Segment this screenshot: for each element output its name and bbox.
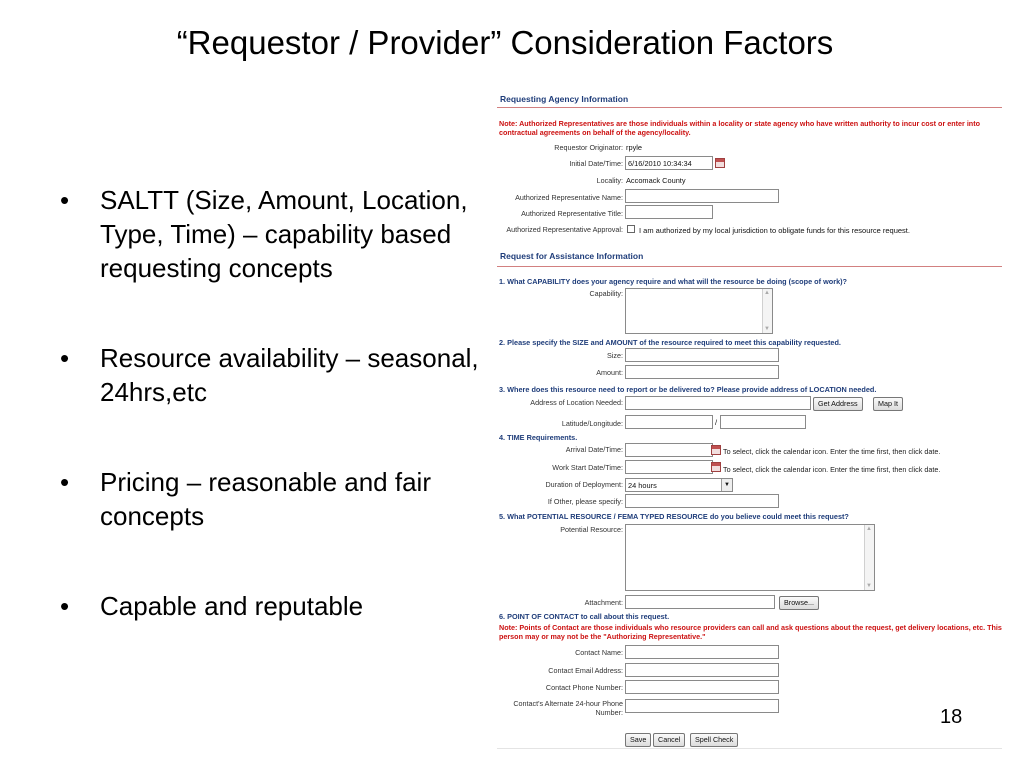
latlong-separator: / <box>715 418 718 427</box>
question-time: 4. TIME Requirements. <box>499 433 578 442</box>
other-label: If Other, please specify: <box>547 497 623 506</box>
save-button[interactable]: Save <box>625 733 651 747</box>
question-location: 3. Where does this resource need to report or be delivered to? Please provide address of LOCATION needed. <box>499 385 877 394</box>
size-label: Size: <box>607 351 623 360</box>
duration-select[interactable] <box>625 478 733 492</box>
work-start-hint: To select, click the calendar icon. Enter the time first, then click date. <box>723 465 941 474</box>
arrival-hint: To select, click the calendar icon. Enter the time first, then click date. <box>723 447 941 456</box>
address-input[interactable] <box>625 396 811 410</box>
bullet-item: • SALTT (Size, Amount, Location, Type, Time) – capability based requesting concepts <box>58 183 488 285</box>
resource-request-form <box>493 88 1010 755</box>
rep-title-input[interactable] <box>625 205 713 219</box>
bullet-item: • Resource availability – seasonal, 24hrs,etc <box>58 341 488 409</box>
rep-approval-checkbox[interactable] <box>627 225 635 233</box>
work-start-input[interactable] <box>625 460 713 474</box>
browse-button[interactable]: Browse... <box>779 596 819 610</box>
calendar-icon[interactable] <box>715 158 725 168</box>
contact-phone-input[interactable] <box>625 680 779 694</box>
question-size-amount: 2. Please specify the SIZE and AMOUNT of the resource required to meet this capability requested. <box>499 338 841 347</box>
scrollbar[interactable] <box>864 525 874 590</box>
question-point-of-contact: 6. POINT OF CONTACT to call about this request. <box>499 612 670 621</box>
amount-input[interactable] <box>625 365 779 379</box>
contact-name-label: Contact Name: <box>575 648 623 657</box>
contact-note: Note: Points of Contact are those individuals who resource providers can call and ask questions about the request, get delivery locations, etc. This person may or may not be the "Authorizing Representative." <box>499 623 1002 641</box>
rep-name-label: Authorized Representative Name: <box>515 193 623 202</box>
arrival-label: Arrival Date/Time: <box>565 445 623 454</box>
scrollbar[interactable] <box>762 289 772 333</box>
spell-check-button[interactable]: Spell Check <box>690 733 738 747</box>
other-input[interactable] <box>625 494 779 508</box>
capability-textarea[interactable] <box>625 288 773 334</box>
slide-title: “Requestor / Provider” Consideration Factors <box>176 24 834 61</box>
calendar-icon[interactable] <box>711 462 721 472</box>
contact-alt-phone-input[interactable] <box>625 699 779 713</box>
footer-divider <box>497 748 1002 749</box>
question-capability: 1. What CAPABILITY does your agency require and what will the resource be doing (scope of work)? <box>499 277 848 286</box>
longitude-input[interactable] <box>720 415 806 429</box>
map-it-button[interactable]: Map It <box>873 397 903 411</box>
rep-name-input[interactable] <box>625 189 779 203</box>
question-potential-resource: 5. What POTENTIAL RESOURCE / FEMA TYPED RESOURCE do you believe could meet this request? <box>499 512 849 521</box>
latlong-label: Latitude/Longitude: <box>561 419 623 428</box>
amount-label: Amount: <box>596 368 623 377</box>
rep-title-label: Authorized Representative Title: <box>521 209 623 218</box>
address-label: Address of Location Needed: <box>530 398 623 407</box>
locality-value: Accomack County <box>626 176 686 185</box>
cancel-button[interactable]: Cancel <box>653 733 685 747</box>
contact-email-input[interactable] <box>625 663 779 677</box>
bullet-list <box>58 183 488 623</box>
duration-value: 24 hours <box>628 481 657 490</box>
potential-resource-textarea[interactable] <box>625 524 875 591</box>
potential-resource-label: Potential Resource: <box>560 525 623 534</box>
contact-name-input[interactable] <box>625 645 779 659</box>
rep-approval-label: Authorized Representative Approval: <box>506 225 623 234</box>
bullet-item: • Capable and reputable <box>58 589 488 623</box>
attachment-input[interactable] <box>625 595 775 609</box>
calendar-icon[interactable] <box>711 445 721 455</box>
rep-approval-text: I am authorized by my local jurisdiction to obligate funds for this resource request. <box>639 226 910 235</box>
contact-email-label: Contact Email Address: <box>548 666 623 675</box>
agency-section-heading: Requesting Agency Information <box>500 94 629 104</box>
contact-alt-phone-label: Contact's Alternate 24-hour Phone Number: <box>513 699 623 717</box>
initial-date-input[interactable]: 6/16/2010 10:34:34 <box>625 156 713 170</box>
originator-label: Requestor Originator: <box>554 143 623 152</box>
attachment-label: Attachment: <box>584 598 623 607</box>
bullet-item: • Pricing – reasonable and fair concepts <box>58 465 488 533</box>
section-divider <box>497 107 1002 108</box>
chevron-down-icon[interactable]: ▼ <box>721 479 732 491</box>
capability-label: Capability: <box>589 289 623 298</box>
authorized-rep-note: Note: Authorized Representatives are those individuals within a locality or state agency who have written authority to incur cost or enter into contractual agreements on behalf of the agency/locality. <box>499 119 980 137</box>
page-number: 18 <box>940 706 963 728</box>
assistance-section-heading: Request for Assistance Information <box>500 251 644 261</box>
arrival-input[interactable] <box>625 443 713 457</box>
size-input[interactable] <box>625 348 779 362</box>
contact-phone-label: Contact Phone Number: <box>545 683 623 692</box>
latitude-input[interactable] <box>625 415 713 429</box>
initial-date-label: Initial Date/Time: <box>569 159 623 168</box>
section-divider <box>497 266 1002 267</box>
duration-label: Duration of Deployment: <box>545 480 623 489</box>
locality-label: Locality: <box>596 176 623 185</box>
get-address-button[interactable]: Get Address <box>813 397 863 411</box>
work-start-label: Work Start Date/Time: <box>552 463 623 472</box>
originator-value: rpyle <box>626 143 643 152</box>
